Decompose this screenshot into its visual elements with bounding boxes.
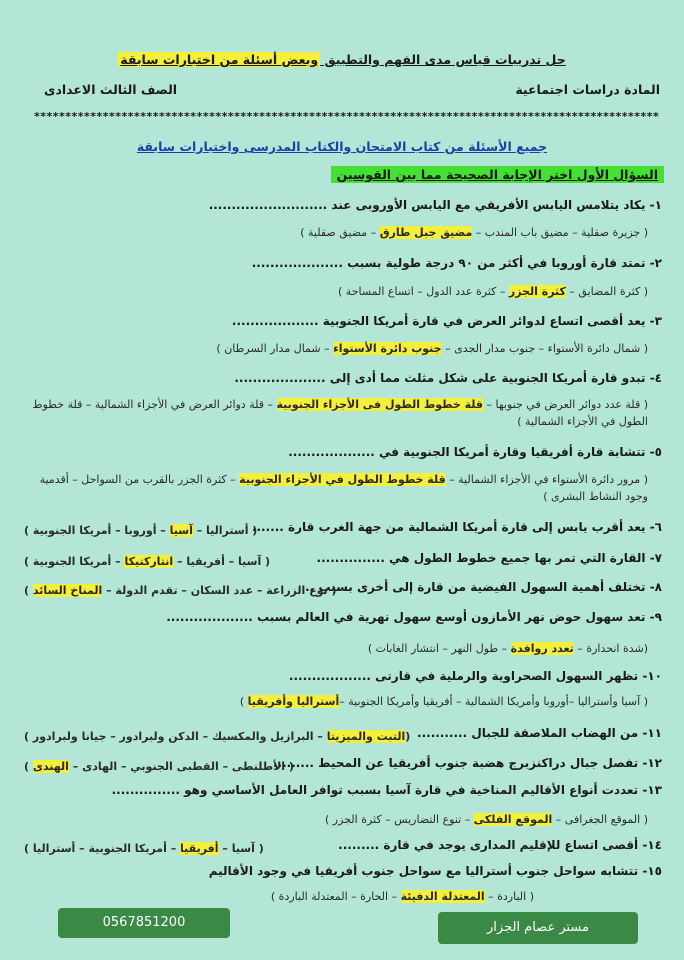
correct-answer-8: المناخ السائد [32,584,103,597]
correct-answer-13: الموقع الفلكى [473,813,553,826]
question-4: ٤- تبدو قارة أمريكا الجنوبية على شكل مثلث مما أدى إلى .................... [234,371,662,385]
question-5: ٥- تتشابة قارة أفريقيا وقارة أمريكا الجنوبية في ................... [288,445,662,459]
question-9: ٩- تعد سهول حوض نهر الأمازون أوسع سهول نهرية في العالم بسبب ................... [166,610,662,624]
question-1: ١- يكاد يتلامس اليابس الأفريقي مع اليابس الأوروبى عند .......................... [208,198,662,212]
answer-9: (شدة انحدارة – تعدد روافدة – طول النهر – انتشار الغابات ) [367,642,648,655]
answer-3: ( شمال دائرة الأستواء – جنوب مدار الجدى – جنوب دائرة الأستواء – شمال مدار السرطان ) [216,342,648,355]
correct-answer-4: قلة خطوط الطول فى الأجزاء الجنوبية [276,398,483,411]
correct-answer-12: الهندى [32,760,69,773]
answer-13: ( الموقع الجغرافى – الموقع الفلكى – تنوع التضاريس – كثرة الجزر ) [325,813,648,826]
question-11: ١١- من الهضاب الملاصقة للجبال ........... (التبت والميزيتا – البرازيل والمكسيك – الدكن ولبرادور – جيانا ولبرادور ) [24,726,662,743]
grade-label: الصف الثالث الاعدادى [44,82,178,97]
question-13: ١٣- تعددت أنواع الأقاليم المناخية في قارة آسيا بسبب توافر العامل الأساسي وهو ............... [111,783,662,797]
question-14: ١٤- أقصى اتساع للإقليم المدارى يوجد في قارة ......... ( آسيا – أفريقيا – أمريكا الجنوبية – أستراليا ) [24,838,662,855]
answer-1: ( جزيرة صقلية – مضيق باب المندب – مضيق جبل طارق – مضيق صقلية ) [300,226,648,239]
answer-15: ( الباردة – المعتدلة الدفيئة – الحارة – المعتدلة الباردة ) [270,890,534,903]
answer-5: ( مرور دائرة الأستواء في الأجزاء الشمالية – قلة خطوط الطول في الأجزاء الجنوبية – كثرة الجزر بالقرب من السواحل – أقدمية وجود النشاط البشرى ) [39,473,648,503]
correct-answer-15: المعتدلة الدفيئة [400,890,485,903]
answer-6: ( أستراليا – آسيا – أوروبا – أمريكا الجنوبية ) [24,524,258,537]
answer-14: ( آسيا – أفريقيا – أمريكا الجنوبية – أستراليا ) [24,842,264,855]
answer-7: ( آسيا – أفريقيا – انتاركتيكا – أمريكا الجنوبية ) [24,555,271,568]
answer-4: ( قلة عدد دوائر العرض في جنوبها – قلة خطوط الطول فى الأجزاء الجنوبية – قلة دوائر العرض في الأجزاء الشمالية – قلة خطوط الطول في الأجزاء الشمالية ) [32,398,648,428]
correct-answer-10: أستراليا وأفريقيا [247,695,340,708]
subject-label: المادة دراسات اجتماعية [515,82,660,97]
answer-8: ( نوع الزراعة – عدد السكان – تقدم الدولة – المناخ السائد ) [24,584,337,597]
answer-11: (التبت والميزيتا – البرازيل والمكسيك – الدكن ولبرادور – جيانا ولبرادور ) [24,730,411,743]
section-title: السؤال الأول اختر الإجابة الصحيحة مما بين القوسين [331,166,664,183]
question-3: ٣- يعد أقصى اتساع لدوائر العرض في قارة أمريكا الجنوبية ................... [231,314,662,328]
answer-10: ( آسيا وأستراليا –أوروبا وأمريكا الشمالية – أفريقيا وأمريكا الجنوبية –أستراليا وأفريقيا ) [239,695,648,708]
correct-answer-3: جنوب دائرة الأستواء [333,342,442,355]
correct-answer-2: كثرة الجزر [508,285,566,298]
correct-answer-9: تعدد روافدة [510,642,574,655]
correct-answer-14: أفريقيا [180,842,219,855]
question-15: ١٥- تتشابه سواحل جنوب أستراليا مع سواحل جنوب أفريقيا في وجود الأقاليم [208,864,662,878]
correct-answer-5: قلة خطوط الطول في الأجزاء الجنوبية [239,473,446,486]
subtitle: جميع الأسئلة من كتاب الامتحان والكتاب المدرسى واختبارات سابقة [136,139,548,154]
divider-stars: **************************************************************************************************** [34,110,660,123]
page-title [0,52,684,67]
page-title-part1: حل تدريبات قياس مدى الفهم والتطبيق [320,52,566,67]
correct-answer-11: التبت والميزيتا [326,730,406,743]
teacher-name-banner: مستر عصام الجزار [438,912,638,944]
page-title-part2: وبعض أسئلة من اختبارات سابقة [120,52,319,67]
question-6: ٦- يعد أقرب يابس إلى قارة أمريكا الشمالية من جهة الغرب قارة ....... ( أستراليا – آسيا – أوروبا – أمريكا الجنوبية ) [24,520,662,537]
question-12: ١٢- تفصل جبال دراكنزبرج هضبة جنوب أفريقيا عن المحيط ......... ( الأطلنطى – القطبى الجنوبي – الهادى – الهندى ) [24,756,662,773]
answer-2: ( كثرة المضايق – كثرة الجزر – كثرة عدد الدول – اتساع المساحة ) [338,285,648,298]
question-8: ٨- تختلف أهمية السهول الفيضية من قارة إلى أخرى بسبب .. ( نوع الزراعة – عدد السكان – تقدم الدولة – المناخ السائد ) [24,580,662,597]
question-10: ١٠- تظهر السهول الصحراوية والرملية في قارتى .................. [288,669,662,683]
answer-12: ( الأطلنطى – القطبى الجنوبي – الهادى – الهندى ) [24,760,294,773]
question-7: ٧- القارة التي تمر بها جميع خطوط الطول هي ............... ( آسيا – أفريقيا – انتاركتيكا – أمريكا الجنوبية ) [24,551,662,568]
correct-answer-6: آسيا [169,524,193,537]
correct-answer-7: انتاركتيكا [124,555,174,568]
phone-number-banner: 0567851200 [58,908,230,938]
correct-answer-1: مضيق جبل طارق [379,226,473,239]
question-2: ٢- تمتد قارة أوروبا في أكثر من ٩٠ درجة طولية بسبب .................... [251,256,662,270]
